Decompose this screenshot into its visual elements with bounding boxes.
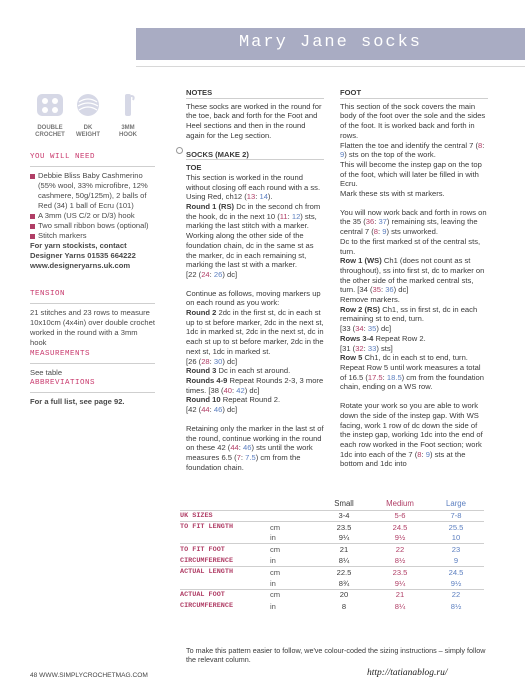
unit: cm [270, 544, 316, 555]
stitch-count [186, 270, 324, 280]
row-label [180, 533, 270, 544]
text: Ch1 (does not count as st throughout), ss into first st, dc to marker on the other side of the marked central sts, turn. [34 ( [340, 256, 485, 295]
tension-text: 21 stitches and 23 rows to measure 10x10cm (4x4in) over double crochet worked in the round with a 3mm hook [30, 308, 155, 347]
paragraph: Dc to the first marked st of the central sts, turn. [340, 236, 481, 256]
text: [33 ( [340, 324, 356, 334]
text: Repeat Round 2. [220, 395, 281, 405]
cell: 24.5 [428, 566, 484, 577]
size-large: 26 [213, 269, 223, 279]
round-label: Round 10 [186, 395, 221, 405]
list-item: Two small ribbon bows (optional) [30, 221, 155, 231]
unit [270, 510, 316, 521]
text: : [238, 443, 244, 453]
divider [186, 98, 324, 99]
size-medium: 36 [365, 217, 375, 227]
text: : [209, 356, 214, 366]
cell: 23 [428, 544, 484, 555]
table-row [180, 555, 484, 566]
unit: in [270, 533, 276, 543]
divider [30, 303, 155, 304]
size-medium: 7 [236, 452, 241, 462]
row-1 [340, 256, 488, 295]
text: : [209, 405, 214, 415]
row-2 [340, 305, 488, 324]
size-medium: 24 [201, 269, 210, 279]
round-label: Round 3 [186, 366, 217, 376]
cell: 8½ [450, 601, 462, 611]
badge-line: CROCHET [35, 132, 65, 138]
text: ) cm from the foundation chain. [186, 452, 301, 472]
cell: 8½ [394, 556, 406, 566]
text: : [363, 324, 368, 334]
text: [22 ( [186, 269, 202, 279]
text: ) sts at the bottom and 1dc into [340, 449, 466, 469]
table-row [180, 533, 484, 544]
cell: 8¾ [338, 578, 350, 588]
sizes-table [180, 497, 484, 612]
text: Ch1, dc in each st to end, turn. Repeat Row 5 until work measures a total of 16.5 ( [340, 353, 481, 382]
stockist-website[interactable]: www.designeryarns.uk.com [30, 261, 131, 270]
double-crochet-badge [32, 92, 68, 139]
badge-line: WEIGHT [76, 132, 100, 138]
hook-size-badge [110, 92, 146, 139]
divider [340, 98, 488, 99]
badge-line: DK [83, 125, 93, 131]
foot-heading: FOOT [340, 88, 362, 97]
title-banner [136, 28, 525, 60]
text: ) dc] [222, 356, 238, 366]
row-label: CIRCUMFERENCE [180, 602, 234, 611]
round-10 [186, 395, 324, 405]
text: : [421, 449, 426, 459]
paragraph: Mark these sts with st markers. [340, 189, 445, 199]
row-label: Row 5 [340, 353, 363, 363]
text: : [482, 140, 485, 150]
section-heading: ABBREVIATIONS [30, 379, 96, 387]
size-large: 9 [382, 227, 387, 237]
section-heading: MEASUREMENTS [30, 350, 91, 358]
yarn-ball-icon [35, 92, 65, 118]
size-medium: 40 [223, 385, 233, 395]
size-large: 42 [236, 385, 245, 395]
divider [30, 392, 155, 393]
text: : [363, 343, 368, 353]
colour-code-note: To make this pattern easier to follow, we've colour-coded the sizing instructions – simply follow the relevant column. [186, 646, 486, 664]
text: ) dc] [376, 324, 392, 334]
size-large: 18.5 [386, 372, 402, 382]
row-label [180, 578, 270, 589]
paragraph [186, 192, 324, 202]
badge-line: 3MM [121, 125, 135, 131]
text: : [382, 372, 387, 382]
size-medium: 17.5 [367, 372, 383, 382]
page-title: Mary Jane socks [238, 33, 423, 52]
size-medium: 44 [230, 443, 239, 453]
size-medium: 35 [372, 285, 381, 295]
table-row [180, 600, 484, 611]
row-label: CIRCUMFERENCE [180, 556, 234, 565]
text: : [232, 385, 237, 395]
text: Ch1, ss in first st, dc in each remaining st to end, turn. [340, 304, 478, 324]
paragraph: Continue as follows, moving markers up on each round as you work: [186, 288, 321, 308]
badge-line: HOOK [119, 132, 137, 138]
text: ) dc] [222, 405, 238, 415]
cell: 22.5 [316, 566, 372, 577]
size-medium: 8 [417, 449, 422, 459]
yarn-weight-icon [73, 92, 103, 118]
size-medium: 8 [373, 227, 378, 237]
paragraph [340, 141, 488, 160]
cell: 9½ [394, 533, 406, 543]
unit: cm [270, 521, 316, 532]
cell: 20 [316, 589, 372, 600]
dk-weight-badge [70, 92, 106, 139]
text: ) dc] [244, 385, 260, 395]
text: ) dc] [393, 285, 409, 295]
cell: 8 [341, 601, 347, 611]
tension-section [30, 289, 155, 348]
cell: 3-4 [316, 510, 372, 521]
row-label: Rows 3-4 [340, 333, 374, 343]
header-divider [136, 66, 525, 67]
paragraph: This section of the sock covers the main body of the foot over the sole and the sides of the foot. It is worked back and forth in rows. [340, 101, 486, 140]
badge-line: DOUBLE [37, 125, 63, 131]
round-2 [186, 308, 324, 357]
stitch-count [186, 357, 324, 367]
table-row [180, 578, 484, 589]
text: ) sts on the top of the work. [344, 150, 436, 160]
unit: cm [270, 589, 316, 600]
text: : [255, 192, 260, 202]
text: ) sts unworked. [386, 227, 438, 237]
cell: 9 [453, 556, 459, 566]
cell: 10 [451, 533, 461, 543]
row-label: TO FIT LENGTH [180, 521, 270, 532]
cell: 22 [428, 589, 484, 600]
measurements-section [30, 349, 155, 378]
text: ) remaining sts, leaving the central 7 ( [340, 217, 478, 237]
section-heading: TENSION [30, 290, 66, 298]
table-row [180, 544, 484, 555]
text: : [380, 285, 386, 295]
column-header: Small [334, 498, 354, 508]
row-5 [340, 353, 488, 392]
column-header: Large [446, 498, 466, 508]
round-3 [186, 366, 324, 376]
round-label: Round 1 (RS) [186, 202, 235, 212]
round-label: Rounds 4-9 [186, 375, 228, 385]
unit: in [270, 556, 276, 566]
hook-icon [113, 92, 143, 118]
paragraph: This section is worked in the round without closing off each round with a ss. [186, 172, 321, 192]
paragraph [340, 401, 488, 469]
text: Dc in the second ch from the hook, dc in the next 10 ( [186, 202, 321, 221]
row-label: UK SIZES [180, 510, 270, 521]
row-label: ACTUAL FOOT [180, 589, 270, 600]
measurements-text: See table [30, 368, 63, 377]
rounds-4-9 [186, 376, 324, 395]
section-heading: YOU WILL NEED [30, 153, 96, 161]
size-large: 12 [291, 211, 301, 221]
paragraph: This will become the instep gap on the top of the foot, which will later be filled in with Ecru. [340, 159, 482, 189]
paragraph [186, 424, 324, 473]
rows-3-4 [340, 334, 488, 344]
round-1 [186, 202, 324, 270]
table-row [180, 566, 484, 577]
cell: 25.5 [428, 521, 484, 532]
unit: cm [270, 566, 316, 577]
text: : [374, 217, 379, 227]
watermark-link[interactable]: http://tatianablog.ru/ [367, 668, 448, 678]
cell: 9½ [450, 578, 462, 588]
stockists-text: For yarn stockists, contact [30, 241, 127, 250]
row-label: Row 1 (WS) [340, 256, 382, 266]
text: Repeat Rounds 2-3, 3 more times. [38 ( [186, 375, 324, 395]
paragraph [340, 208, 488, 237]
text: ). [267, 192, 273, 202]
table-header-row [180, 497, 484, 510]
technique-icons [30, 92, 150, 136]
toe-heading: TOE [186, 163, 202, 173]
notes-heading: NOTES [186, 88, 213, 97]
cell: 24.5 [372, 521, 428, 532]
section-marker-icon [176, 147, 183, 154]
socks-heading: SOCKS (MAKE 2) [186, 149, 249, 159]
round-label: Round 2 [186, 308, 217, 318]
text: You will now work back and forth in rows on the 35 ( [340, 207, 487, 227]
size-medium: 13 [246, 192, 256, 202]
cell: 23.5 [372, 566, 428, 577]
text: ) sts] [376, 343, 393, 353]
size-medium: 28 [201, 356, 210, 366]
stitch-count [186, 405, 324, 415]
size-medium: 32 [355, 343, 364, 353]
text: ) sts until the work measures 6.5 ( [186, 443, 313, 462]
list-item: A 3mm (US C/2 or D/3) hook [30, 211, 155, 221]
abbreviations-text: For a full list, see page 92. [30, 397, 125, 406]
text: : [209, 269, 214, 279]
size-large: 46 [243, 443, 252, 453]
text: : [287, 211, 292, 221]
text: [31 ( [340, 343, 356, 353]
cell: 9¼ [338, 533, 350, 543]
unit: in [270, 578, 276, 588]
row-label: ACTUAL LENGTH [180, 566, 270, 577]
text: Repeat Row 2. [373, 333, 426, 343]
divider [30, 363, 155, 364]
text: ) sts, marking the last stitch with a marker. Working along the other side of the foundation chain, dc in the same st as the marker, dc in each remaining st, marking the last st with a marker. [186, 211, 317, 270]
abbreviations-section [30, 378, 155, 407]
text: Using Red, ch12 ( [186, 192, 247, 202]
size-large: 7.5 [245, 452, 256, 462]
text: [26 ( [186, 356, 202, 366]
cell: 21 [316, 544, 372, 555]
you-will-need-section [30, 152, 155, 271]
size-medium: 8 [478, 140, 483, 150]
text: : [240, 452, 246, 462]
size-large: 36 [385, 285, 394, 295]
size-medium: 44 [201, 405, 210, 415]
text: Flatten the toe and identify the central 7 ( [340, 140, 479, 150]
text: Retaining only the marker in the last st of the round, continue working in the round on these 42 ( [186, 423, 324, 453]
cell: 8¼ [394, 601, 406, 611]
cell: 5-6 [372, 510, 428, 521]
cell: 22 [372, 544, 428, 555]
notes-text: These socks are worked in the round for the toe, back and forth for the Foot and Heel sections and then in the round again for the Leg section. [186, 101, 322, 140]
size-large: 9 [425, 449, 430, 459]
row-label: TO FIT FOOT [180, 544, 270, 555]
size-large: 9 [340, 150, 345, 160]
size-large: 37 [378, 217, 387, 227]
instructions-column-1 [186, 88, 324, 472]
size-medium: 11 [279, 211, 288, 221]
table-row [180, 521, 484, 532]
cell: 9¼ [394, 578, 406, 588]
size-large: 33 [367, 343, 377, 353]
list-item: Debbie Bliss Baby Cashmerino (55% wool, 33% microfibre, 12% cashmere, 50g/125m), 2 balls of Red (34) 1 ball of Ecru (101) [30, 171, 155, 211]
size-large: 35 [367, 324, 377, 334]
size-medium: 34 [355, 324, 364, 334]
text: ) dc] [222, 269, 238, 279]
divider [30, 166, 155, 167]
row-label: Row 2 (RS) [340, 304, 381, 314]
instructions-column-2 [340, 88, 488, 469]
unit: in [270, 601, 276, 611]
text: 2dc in the first st, dc in each st up to st before marker, 2dc in the next st, 1dc in marked st, 2dc in the next st, dc in each st up to st before marker, 2dc in the next st, 1dc in marked st. [186, 308, 324, 356]
page-footer: 48 WWW.SIMPLYCROCHETMAG.COM [30, 672, 148, 679]
size-large: 46 [213, 405, 223, 415]
divider [186, 159, 324, 160]
size-large: 30 [213, 356, 223, 366]
paragraph: Remove markers. [340, 295, 400, 305]
cell: 21 [372, 589, 428, 600]
list-item: Stitch markers [30, 231, 155, 241]
column-header: Medium [386, 498, 414, 508]
cell: 7-8 [428, 510, 484, 521]
table-row [180, 510, 484, 521]
text: Dc in each st around. [216, 366, 291, 376]
cell: 8¼ [338, 556, 350, 566]
table-row [180, 589, 484, 600]
text: [42 ( [186, 405, 202, 415]
text: : [378, 227, 383, 237]
stockist-company: Designer Yarns 01535 664222 [30, 251, 136, 260]
cell: 23.5 [316, 521, 372, 532]
stitch-count [340, 324, 488, 334]
text: Rotate your work so you are able to work down the side of the instep gap. With WS facing, work 1 row of dc down the side of the instep gap, working 1dc into the end of each row worked in the Foot section; work 1dc into each of the 7 ( [340, 401, 483, 459]
text: ) cm from the foundation chain, ending on a WS row. [340, 372, 484, 392]
stitch-count [340, 344, 488, 354]
size-large: 14 [259, 192, 268, 202]
